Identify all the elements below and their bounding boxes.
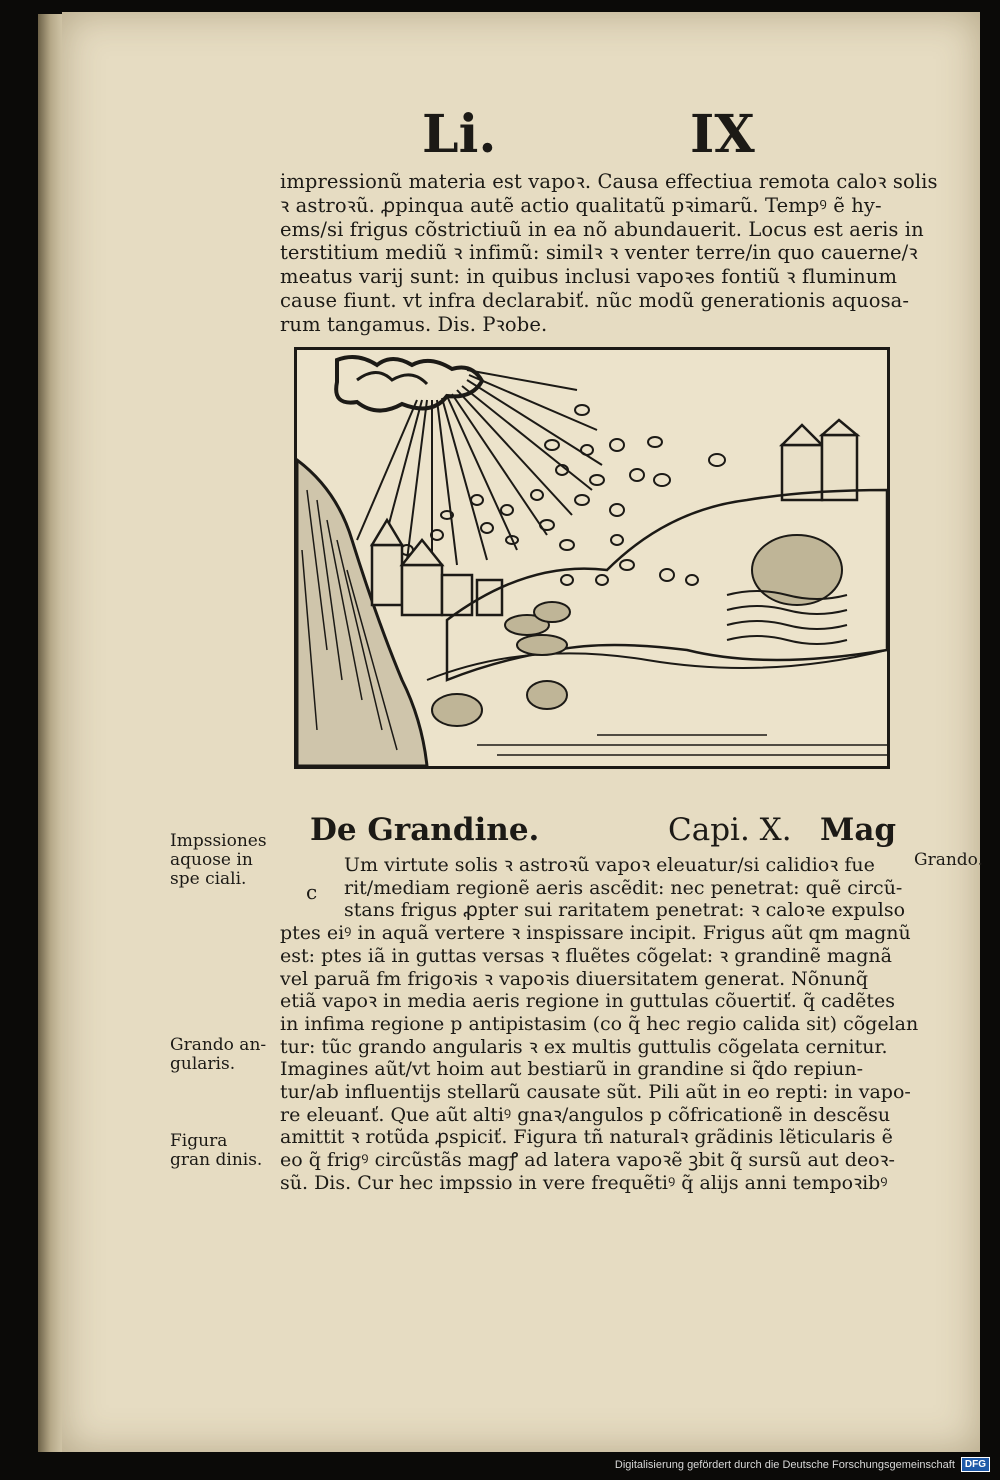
margin-note-grando-angularis: Grando an- gularis. [170,1035,267,1074]
page-header [62,104,980,164]
margin-note-impressiones: Impssiones aquose in spe ciali. [170,831,267,889]
footer-credit: Digitalisierung gefördert durch die Deutsche Forschungsgemeinschaft [614,1458,955,1471]
folio-number: IX [690,104,755,165]
text-line: tur: tũc grando angularis ꝛ ex multis guttulis cõgelata cernitur. [280,1035,888,1058]
text-line: rum tangamus. Dis. Pꝛobe. [280,312,548,336]
text-line: impressionũ materia est vapoꝛ. Causa effectiua remota caloꝛ solis [280,170,938,193]
text-line: ꝛ astroꝛũ. ꝓpinqua autẽ actio qualitatũ pꝛimarũ. Tempꝰ ẽ hy- [280,193,882,217]
chapter-body [280,854,980,1195]
text-line: re eleuanť. Que aũt altiꝰ gnaꝛ/angulos p cõfricationẽ in descẽsu [280,1103,891,1126]
hailstorm-woodcut-illustration [294,347,890,769]
text-line: Um virtute solis ꝛ astroꝛũ vapoꝛ eleuatur/si calidioꝛ fue [344,854,875,876]
intro-paragraph [280,170,944,337]
chapter-number: Capi. X. [668,812,792,848]
text-line: terstitium mediũ ꝛ infimũ: similꝛ ꝛ venter terre/in quo cauerne/ꝛ [280,241,918,265]
chapter-title: De Grandine. [310,812,540,848]
text-line: stans frigus ꝓpter sui raritatem penetrat: ꝛ caloꝛe expulso [344,899,906,922]
text-line: sũ. Dis. Cur hec impssio in vere frequẽtiꝰ q̃ alijs anni tempoꝛibꝰ [280,1171,888,1194]
margin-note-grando: Grando. [914,850,984,870]
text-line: ptes eiꝰ in aquã vertere ꝛ inspissare incipit. Frigus aũt qm magnũ [280,922,911,945]
digitization-footer [615,1457,990,1472]
folio-label-left: Li. [422,104,497,165]
text-line: meatus varij sunt: in quibus inclusi vapoꝛes fontiũ ꝛ fluminum [280,265,898,289]
dfg-logo-badge: DFG [961,1457,990,1472]
woodcut-image [297,350,887,766]
text-line: eo q̃ frigꝰ circũstãs magꝭ ad latera vapoꝛẽ ꝫbit q̃ sursũ aut deoꝛ- [280,1149,895,1172]
text-line: vel paruã fm frigoꝛis ꝛ vapoꝛis diuersitatem generat. Nõnunq̃ [280,967,869,990]
text-line: in infima regione p antipistasim (co q̃ hec regio calida sit) cõgelan [280,1012,919,1035]
text-line: est: ptes iã in guttas versas ꝛ fluẽtes cõgelat: ꝛ grandinẽ magnã [280,944,892,967]
catchword: Mag [820,812,897,848]
text-line: etiã vapoꝛ in media aeris regione in guttulas cõuertiť. q̃ cadẽtes [280,990,896,1013]
text-line: ems/si frigus cõstrictiuũ in ea nõ abundauerit. Locus est aeris in [280,217,924,241]
text-line: cause fiunt. vt infra declarabiť. nũc modũ generationis aquosa- [280,288,910,312]
book-page [62,12,984,1452]
text-line: tur/ab influentijs stellarũ causate sũt. Pili aũt in eo repti: in vapo- [280,1081,911,1104]
text-line: rit/mediam regionẽ aeris ascẽdit: nec penetrat: quẽ circũ- [344,876,903,899]
initial-letter: c [306,880,318,904]
margin-note-figura-grandinis: Figura gran dinis. [170,1131,263,1170]
text-line: amittit ꝛ rotũda ꝓspiciť. Figura tñ naturalꝛ grãdinis lẽticularis ẽ [280,1126,893,1149]
text-line: Imagines aũt/vt hoim aut bestiarũ in grandine si q̃do repiun- [280,1058,864,1081]
